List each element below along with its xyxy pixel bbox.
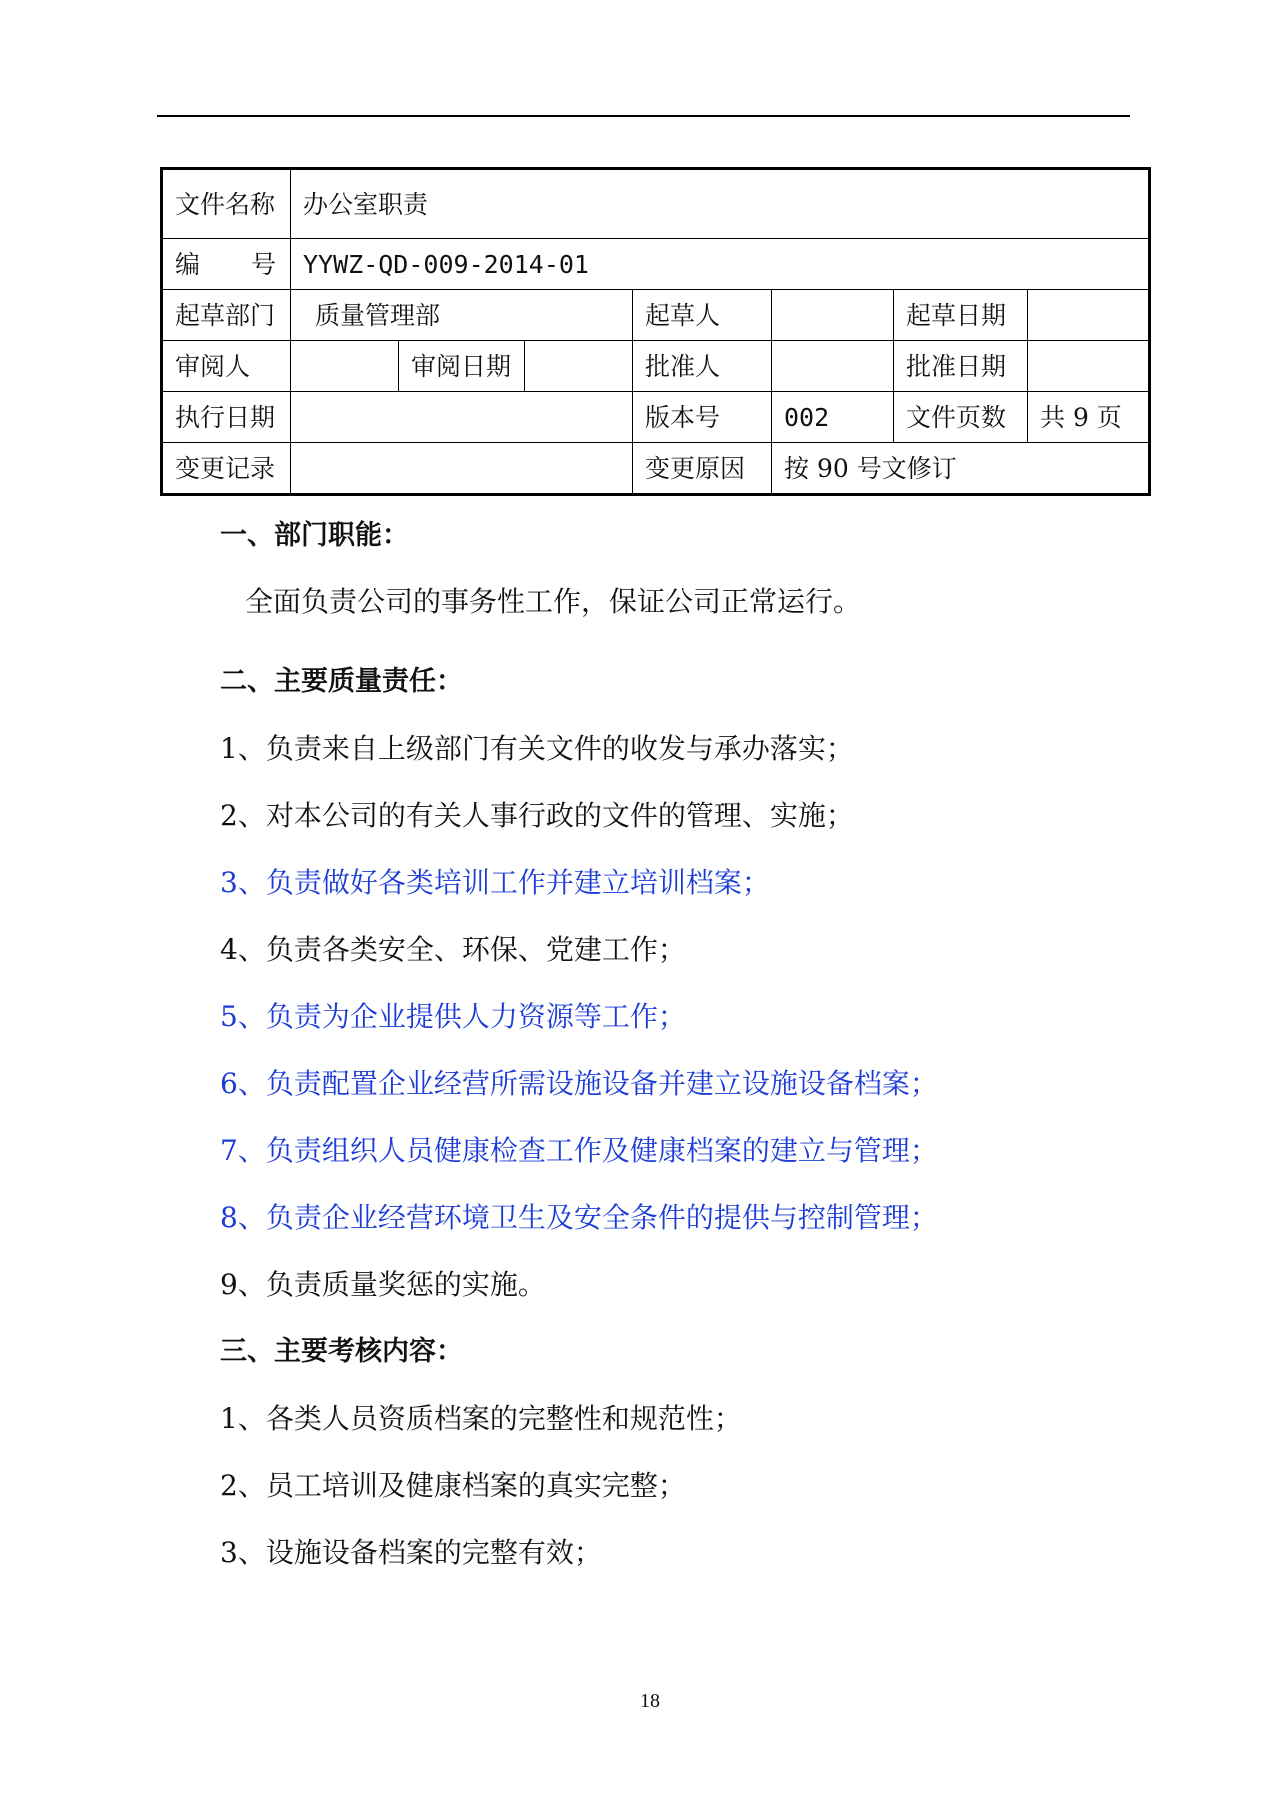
draft-dept-label: 起草部门	[162, 290, 291, 341]
assessment-item-1: 1、各类人员资质档案的完整性和规范性；	[220, 1402, 742, 1435]
assessment-item-2: 2、员工培训及健康档案的真实完整；	[220, 1469, 686, 1502]
header-rule	[157, 115, 1130, 117]
review-date-label: 审阅日期	[399, 341, 525, 392]
number-value: YYWZ-QD-009-2014-01	[291, 239, 1150, 290]
duty-item-8: 8、负责企业经营环境卫生及安全条件的提供与控制管理；	[220, 1201, 938, 1234]
drafter-value	[772, 290, 894, 341]
duty-item-4: 4、负责各类安全、环保、党建工作；	[220, 933, 686, 966]
change-record-label: 变更记录	[162, 443, 291, 495]
drafter-label: 起草人	[633, 290, 772, 341]
version-value: 002	[772, 392, 894, 443]
approve-date-label: 批准日期	[894, 341, 1028, 392]
duty-item-9: 9、负责质量奖惩的实施。	[220, 1268, 546, 1301]
assessment-item-3: 3、设施设备档案的完整有效；	[220, 1536, 602, 1569]
number-label	[162, 239, 291, 290]
change-reason-value: 按 90 号文修订	[772, 443, 1150, 495]
change-reason-label: 变更原因	[633, 443, 772, 495]
document-info-table	[160, 167, 1151, 496]
page-number: 18	[640, 1690, 660, 1712]
file-name-label: 文件名称	[162, 169, 291, 239]
approve-date-value	[1028, 341, 1150, 392]
pages-value: 共 9 页	[1028, 392, 1150, 443]
reviewer-label: 审阅人	[162, 341, 291, 392]
file-name-value: 办公室职责	[291, 169, 1150, 239]
approver-value	[772, 341, 894, 392]
row-draft	[162, 290, 1150, 341]
draft-dept-value: 质量管理部	[291, 290, 633, 341]
number-label-part-b: 号	[250, 249, 276, 279]
approver-label: 批准人	[633, 341, 772, 392]
review-date-value	[525, 341, 633, 392]
section2-heading: 二、主要质量责任：	[220, 666, 463, 697]
change-record-value	[291, 443, 633, 495]
duty-item-3: 3、负责做好各类培训工作并建立培训档案；	[220, 866, 770, 899]
duty-item-1: 1、负责来自上级部门有关文件的收发与承办落实；	[220, 732, 854, 765]
duty-item-5: 5、负责为企业提供人力资源等工作；	[220, 1000, 686, 1033]
duty-item-2: 2、对本公司的有关人事行政的文件的管理、实施；	[220, 799, 854, 832]
section3-heading: 三、主要考核内容：	[220, 1336, 463, 1367]
exec-date-value	[291, 392, 633, 443]
duty-item-6: 6、负责配置企业经营所需设施设备并建立设施设备档案；	[220, 1067, 938, 1100]
row-execution	[162, 392, 1150, 443]
row-number	[162, 239, 1150, 290]
draft-date-value	[1028, 290, 1150, 341]
pages-label: 文件页数	[894, 392, 1028, 443]
row-change	[162, 443, 1150, 495]
row-review	[162, 341, 1150, 392]
reviewer-value	[291, 341, 399, 392]
number-label-part-a: 编	[175, 249, 201, 279]
section1-heading: 一、部门职能：	[220, 520, 409, 551]
draft-date-label: 起草日期	[894, 290, 1028, 341]
version-label: 版本号	[633, 392, 772, 443]
duty-item-7: 7、负责组织人员健康检查工作及健康档案的建立与管理；	[220, 1134, 938, 1167]
section1-text: 全面负责公司的事务性工作，保证公司正常运行。	[245, 585, 862, 618]
row-file-name	[162, 169, 1150, 239]
exec-date-label: 执行日期	[162, 392, 291, 443]
